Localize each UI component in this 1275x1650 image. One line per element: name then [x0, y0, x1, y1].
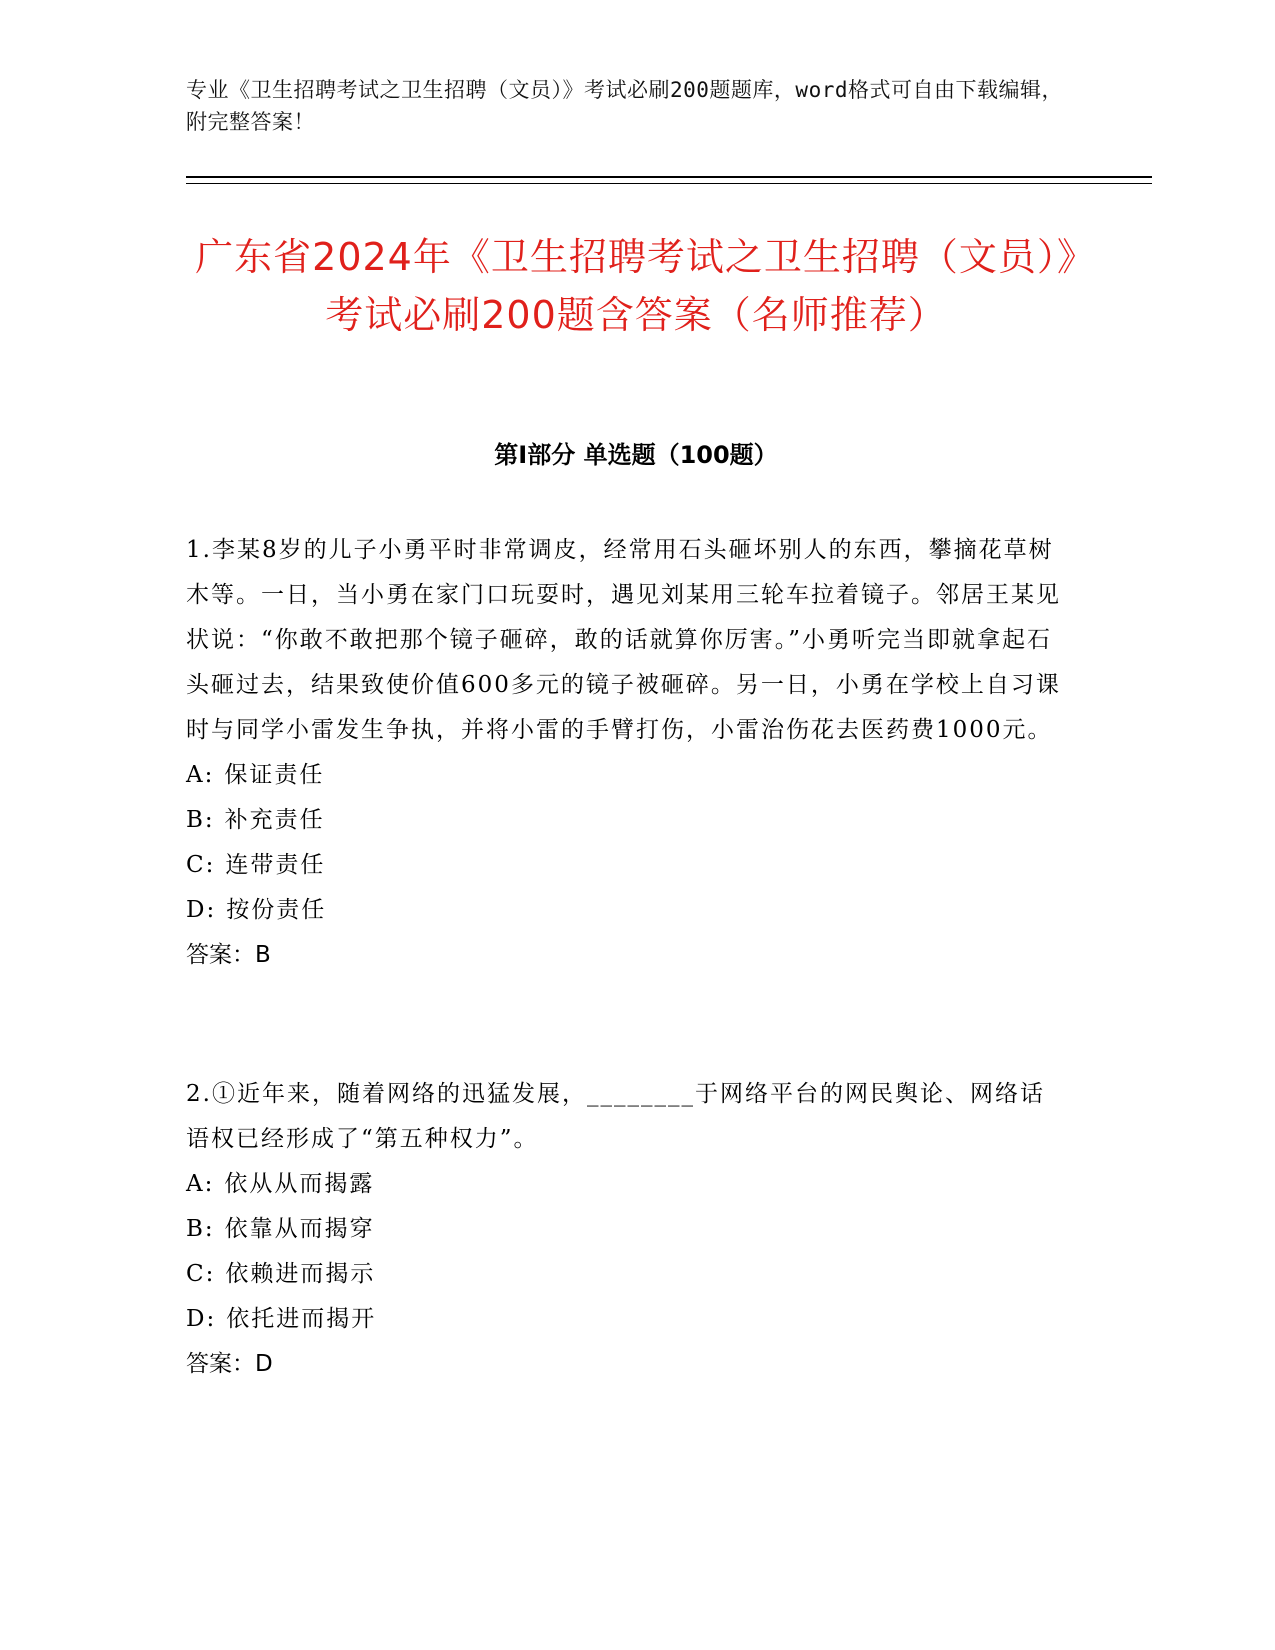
- header-note: 专业《卫生招聘考试之卫生招聘（文员）》考试必刷200题题库，word格式可自由下载编辑，附完整答案！: [186, 78, 1063, 134]
- option-text: 补充责任: [224, 807, 325, 833]
- question-stem: 2.①近年来，随着网络的迅猛发展，________于网络平台的网民舆论、网络话语权已经形成了“第五种权力”。: [186, 1081, 1045, 1152]
- document-title: 广东省2024年《卫生招聘考试之卫生招聘（文员）》考试必刷200题含答案（名师推荐）: [195, 235, 1077, 337]
- option-a: [186, 753, 1066, 798]
- option-text: 依靠从而揭穿: [224, 1216, 375, 1242]
- option-label: D:: [186, 1306, 217, 1332]
- question-1: [186, 528, 1066, 978]
- option-b: [186, 1207, 1066, 1252]
- option-c: [186, 1252, 1066, 1297]
- option-label: B:: [186, 807, 215, 833]
- option-label: C:: [186, 1261, 216, 1287]
- option-b: [186, 798, 1066, 843]
- question-stem: 1.李某8岁的儿子小勇平时非常调皮，经常用石头砸坏别人的东西，攀摘花草树木等。一日，当小勇在家门口玩耍时，遇见刘某用三轮车拉着镜子。邻居王某见状说：“你敢不敢把那个镜子砸碎，敢的话就算你厉害。”小勇听完当即就拿起石头砸过去，结果致使价值600多元的镜子被砸碎。另一日，小勇在学校上自习课时与同学小雷发生争执，并将小雷的手臂打伤，小雷治伤花去医药费1000元。: [186, 537, 1061, 743]
- section-title: 第I部分 单选题（100题）: [494, 441, 778, 469]
- option-c: [186, 843, 1066, 888]
- option-a: [186, 1162, 1066, 1207]
- option-label: D:: [186, 897, 217, 923]
- option-text: 保证责任: [224, 762, 325, 788]
- option-label: A:: [186, 762, 215, 788]
- option-text: 依托进而揭开: [226, 1306, 377, 1332]
- option-label: A:: [186, 1171, 215, 1197]
- option-text: 连带责任: [225, 852, 326, 878]
- option-d: [186, 888, 1066, 933]
- answer: 答案：D: [186, 1351, 273, 1377]
- option-text: 依从从而揭露: [224, 1171, 375, 1197]
- answer: 答案：B: [186, 942, 271, 968]
- question-2: [186, 1072, 1066, 1387]
- header-divider-thin: [186, 183, 1152, 184]
- option-label: B:: [186, 1216, 215, 1242]
- option-text: 依赖进而揭示: [225, 1261, 376, 1287]
- option-d: [186, 1297, 1066, 1342]
- option-label: C:: [186, 852, 216, 878]
- option-text: 按份责任: [226, 897, 327, 923]
- header-divider-thick: [186, 176, 1152, 178]
